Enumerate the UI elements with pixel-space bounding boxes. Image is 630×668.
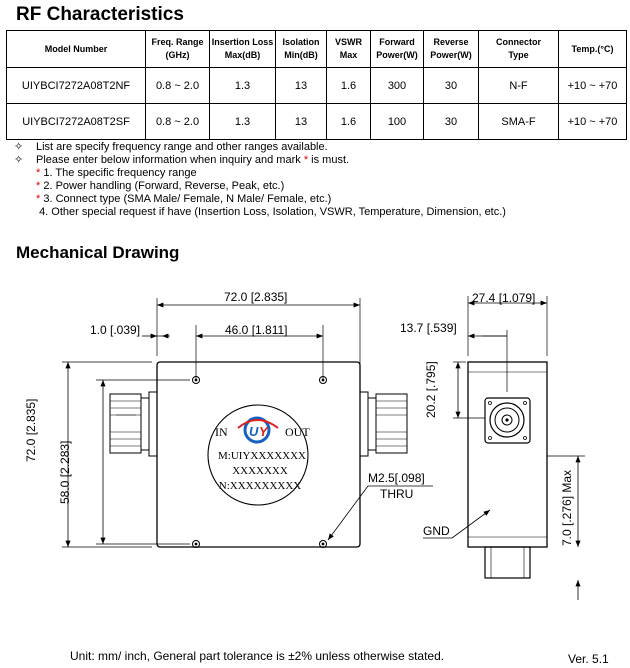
dim-side-connector-height: 20.2 [.795]: [424, 361, 438, 418]
svg-text:Y: Y: [259, 424, 268, 439]
note-item: 4. Other special request if have (Insertion Loss, Isolation, VSWR, Temperature, Dimension, etc.): [39, 206, 506, 218]
note-line: ✧ Please enter below information when inquiry and mark * is must.: [14, 154, 350, 166]
dim-side-half: 13.7 [.539]: [400, 321, 457, 335]
dim-inner-height: 58.0 [2.283]: [58, 440, 72, 504]
rf-characteristics-title: RF Characteristics: [16, 4, 184, 25]
uiy-logo-icon: [238, 418, 278, 442]
tolerance-note: Unit: mm/ inch, General part tolerance is ±2% unless otherwise stated.: [70, 649, 445, 663]
table-row: [7, 68, 627, 104]
header-connector-type: Connector Type: [479, 31, 559, 68]
label-in: IN: [215, 425, 228, 439]
diamond-bullet-icon: ✧: [14, 154, 24, 166]
notes-block: [14, 141, 506, 219]
required-star-icon: *: [303, 154, 309, 166]
note-item: * 1. The specific frequency range: [36, 167, 197, 179]
header-forward-power: Forward Power(W): [371, 31, 424, 68]
mechanical-drawing-title: Mechanical Drawing: [16, 243, 180, 262]
cell-isolation: 13: [276, 104, 327, 140]
cell-isolation: 13: [276, 68, 327, 104]
cell-vswr: 1.6: [327, 104, 371, 140]
cell-freq: 0.8 ~ 2.0: [146, 104, 210, 140]
required-star-icon: *: [36, 180, 41, 192]
diamond-bullet-icon: ✧: [14, 141, 24, 153]
header-reverse-power: Reverse Power(W): [424, 31, 479, 68]
cell-freq: 0.8 ~ 2.0: [146, 68, 210, 104]
header-isolation: Isolation Min(dB): [276, 31, 327, 68]
required-star-icon: *: [36, 193, 41, 205]
cell-reverse-power: 30: [424, 68, 479, 104]
header-freq-range: Freq. Range (GHz): [146, 31, 210, 68]
gnd-label: GND: [423, 524, 450, 538]
dim-top-width: 72.0 [2.835]: [224, 290, 288, 304]
dim-max-height: 7.0 [.276] Max: [560, 469, 574, 546]
cell-model: UIYBCI7272A08T2SF: [7, 104, 146, 140]
label-out: OUT: [285, 425, 310, 439]
cell-vswr: 1.6: [327, 68, 371, 104]
svg-text:U: U: [249, 424, 259, 439]
table-header-row: [7, 31, 627, 68]
note-line: ✧ List are specify frequency range and other ranges available.: [14, 141, 328, 153]
dim-left-height: 72.0 [2.835]: [24, 398, 38, 462]
cell-model: UIYBCI7272A08T2NF: [7, 68, 146, 104]
dim-edge-offset: 1.0 [.039]: [90, 323, 141, 337]
cell-temp: +10 ~ +70: [559, 68, 627, 104]
version-label: Ver. 5.1: [568, 652, 609, 666]
cell-forward-power: 300: [371, 68, 424, 104]
hole-spec: M2.5[.098]: [368, 471, 425, 485]
dim-side-width: 27.4 [1.079]: [472, 291, 536, 305]
header-temperature: Temp.(°C): [559, 31, 627, 68]
header-model-number: Model Number: [7, 31, 146, 68]
side-view: [423, 296, 585, 600]
cell-insertion-loss: 1.3: [210, 68, 276, 104]
cell-forward-power: 100: [371, 104, 424, 140]
cell-connector: N-F: [479, 68, 559, 104]
note-item: * 3. Connect type (SMA Male/ Female, N Male/ Female, etc.): [36, 193, 332, 205]
hole-thru: THRU: [380, 487, 414, 501]
dim-inner-width: 46.0 [1.811]: [225, 323, 288, 337]
cell-connector: SMA-F: [479, 104, 559, 140]
cell-temp: +10 ~ +70: [559, 104, 627, 140]
header-vswr: VSWR Max: [327, 31, 371, 68]
n-connector-face-icon: [485, 398, 530, 443]
rf-spec-table: [6, 30, 627, 140]
required-star-icon: *: [36, 167, 41, 179]
cell-insertion-loss: 1.3: [210, 104, 276, 140]
product-label-text: M:UIYXXXXXXX XXXXXXX N:XXXXXXXXX: [218, 450, 306, 492]
note-item: * 2. Power handling (Forward, Reverse, Peak, etc.): [36, 180, 285, 192]
cell-reverse-power: 30: [424, 104, 479, 140]
table-row: [7, 104, 627, 140]
header-insertion-loss: Insertion Loss Max(dB): [210, 31, 276, 68]
